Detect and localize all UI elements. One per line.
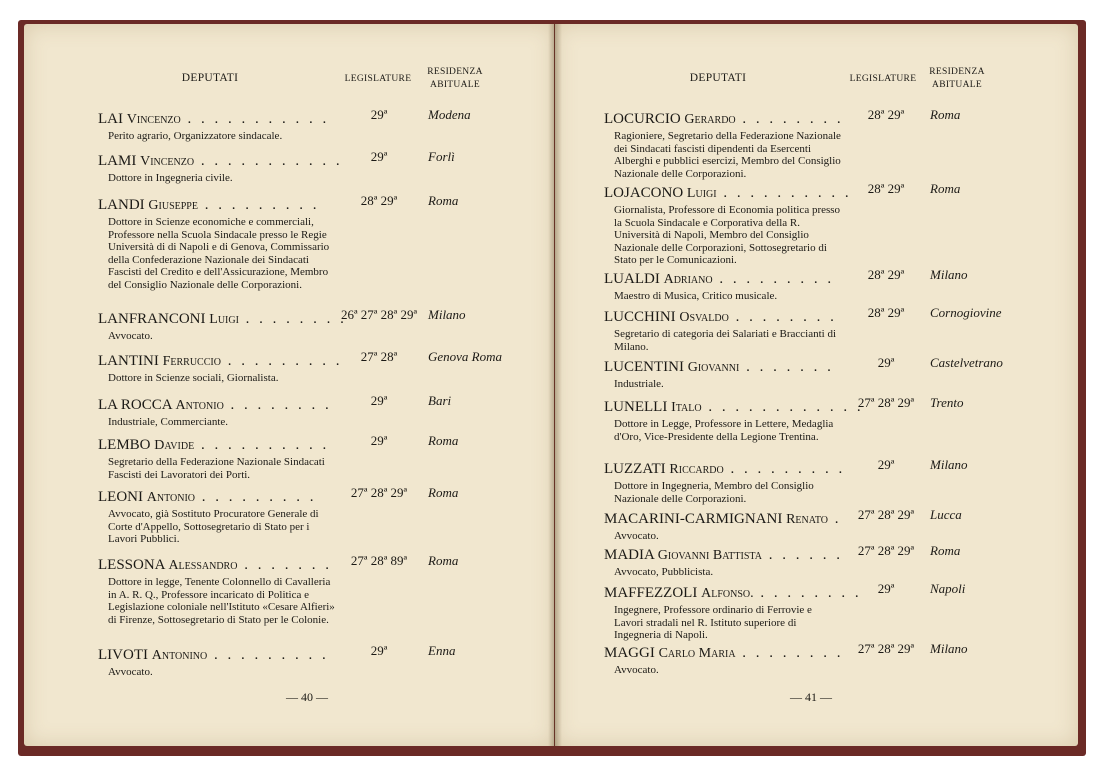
right-page-number: — 41 — (790, 690, 832, 704)
deputy-given-name: Luigi (209, 312, 239, 327)
deputy-name (604, 460, 846, 479)
leader-dots: . . . . . . . . (735, 645, 844, 661)
deputy-entry (604, 546, 846, 579)
deputy-entry (604, 644, 846, 677)
residence-value: Milano (428, 307, 466, 322)
deputy-description: Dottore in Legge, Professore in Lettere, Medaglia d'Oro, Vice-Presidente della Legione Trentina. (614, 418, 834, 443)
deputy-entry (604, 584, 862, 642)
deputy-description: Giornalista, Professore di Economia politica presso la Scuola Sindacale e Corporativa della R. Università di Napoli, Membro del Consiglio Nazionale delle Corporazioni, Sottosegretario di Stato per le Comunicazioni. (614, 204, 841, 267)
residence-value: Milano (930, 641, 968, 656)
residence-value: Enna (428, 643, 456, 658)
deputy-entry (98, 152, 343, 185)
leader-dots: . . . . . . . . . (197, 197, 320, 213)
deputy-description: Industriale, Commerciante. (108, 416, 229, 428)
deputy-name (604, 398, 864, 417)
deputy-entry (98, 556, 338, 626)
leader-dots: . . . . . . . . . (712, 271, 835, 287)
left-header-deputati: DEPUTATI (181, 72, 239, 84)
deputy-name (98, 110, 338, 129)
right-header-legislature: LEGISLATURE (849, 74, 917, 84)
leader-dots: . . . . . . . . . (723, 461, 846, 477)
deputy-surname: LEMBO (98, 437, 151, 453)
legislature-value: 29ª (370, 393, 388, 408)
deputy-entry (98, 488, 338, 546)
deputy-entry (98, 436, 338, 481)
deputy-name (98, 488, 338, 507)
right-header-deputati: DEPUTATI (689, 72, 747, 84)
legislature-value: 29ª (877, 581, 895, 596)
leader-dots: . . . . . . . . . . (716, 185, 852, 201)
deputy-name (98, 646, 338, 665)
deputy-description: Maestro di Musica, Critico musicale. (614, 290, 778, 302)
deputy-description: Segretario di categoria dei Salariati e Braccianti di Milano. (614, 328, 837, 353)
leader-dots: . . . . . . . (237, 557, 332, 573)
legislature-value: 29ª (370, 433, 388, 448)
deputy-surname: MAFFEZZOLI (604, 585, 698, 601)
leader-dots: . . . . . . . . (238, 311, 347, 327)
deputy-name (604, 184, 852, 203)
leader-dots: . . . . . . . . . (220, 353, 343, 369)
leader-dots: . . . . . . . . (223, 397, 332, 413)
deputy-surname: LIVOTI (98, 647, 148, 663)
deputy-given-name: Ferruccio (162, 354, 221, 369)
deputy-entry (604, 510, 846, 543)
deputy-name (604, 644, 846, 663)
legislature-value: 29ª (370, 149, 388, 164)
deputy-description: Avvocato. (614, 664, 659, 676)
deputy-surname: LEONI (98, 489, 143, 505)
left-header-legislature: LEGISLATURE (344, 74, 412, 84)
deputy-name (98, 310, 347, 329)
deputy-description: Perito agrario, Organizzatore sindacale. (108, 130, 283, 142)
legislature-value: 27ª 28ª 29ª (857, 641, 915, 656)
deputy-given-name: Riccardo (669, 462, 724, 477)
deputy-entry (604, 308, 846, 353)
legislature-value: 28ª 29ª (867, 181, 905, 196)
deputy-description: Ragioniere, Segretario della Federazione Nazionale dei Sindacati fascisti dipendenti da Esercenti Alberghi e pubblici esercizi, Membro del Consiglio Nazionale delle Corporazioni. (614, 130, 841, 180)
deputy-given-name: Vincenzo (140, 154, 195, 169)
deputy-surname: LANDI (98, 197, 145, 213)
residence-value: Roma (930, 181, 961, 196)
deputy-given-name: Davide (154, 438, 195, 453)
deputy-surname: LAI (98, 111, 123, 127)
deputy-surname: LUCENTINI (604, 359, 684, 375)
legislature-value: 28ª 29ª (867, 305, 905, 320)
legislature-value: 27ª 28ª (360, 349, 398, 364)
deputy-surname: LA ROCCA (98, 397, 172, 413)
residence-value: Genova Roma (428, 349, 503, 364)
legislature-value: 27ª 28ª 29ª (857, 543, 915, 558)
leader-dots: . . . . . . . . . (195, 489, 317, 505)
leader-dots: . . . . . . . . . (207, 647, 329, 663)
deputy-given-name: Alfonso. (701, 586, 754, 601)
deputy-given-name: Giovanni Battista (657, 548, 762, 563)
legislature-value: 27ª 28ª 29ª (350, 485, 408, 500)
deputy-surname: MACARINI-CARMIGNANI (604, 511, 783, 527)
residence-value: Bari (428, 393, 452, 408)
deputy-description: Avvocato, già Sostituto Procuratore Generale di Corte d'Appello, Sottosegretario di Stato per i Lavori Pubblici. (108, 508, 319, 546)
deputy-given-name: Giuseppe (148, 198, 198, 213)
deputy-given-name: Giovanni (687, 360, 740, 375)
deputy-name (604, 270, 846, 289)
deputy-given-name: Carlo Maria (658, 646, 736, 661)
deputy-surname: LANFRANCONI (98, 311, 206, 327)
deputy-given-name: Vincenzo (126, 112, 181, 127)
deputy-surname: MAGGI (604, 645, 655, 661)
deputy-entry (604, 460, 846, 505)
deputy-name (98, 196, 338, 215)
leader-dots: . . . . . . . . (753, 585, 862, 601)
deputy-description: Avvocato. (108, 330, 153, 342)
leader-dots: . . . . . . . . . . (194, 437, 330, 453)
legislature-value: 29ª (370, 107, 388, 122)
deputy-surname: LOJACONO (604, 185, 684, 201)
deputy-name (604, 358, 846, 377)
deputy-description: Industriale. (614, 378, 664, 390)
deputy-entry (604, 110, 846, 180)
legislature-value: 27ª 28ª 29ª (857, 395, 915, 410)
deputy-surname: LAMI (98, 153, 137, 169)
deputy-description: Dottore in Ingegneria civile. (108, 172, 233, 184)
left-page-number: — 40 — (286, 690, 328, 704)
deputy-name (98, 556, 338, 575)
deputy-surname: LOCURCIO (604, 111, 681, 127)
deputy-surname: LUALDI (604, 271, 660, 287)
legislature-value: 27ª 28ª 89ª (350, 553, 408, 568)
deputy-surname: LANTINI (98, 353, 159, 369)
leader-dots: . . . . . . . . . . . (180, 111, 330, 127)
deputy-name (98, 352, 343, 371)
legislature-value: 28ª 29ª (867, 267, 905, 282)
deputy-name (604, 510, 846, 529)
residence-value: Roma (930, 543, 961, 558)
deputy-entry (98, 646, 338, 679)
deputy-description: Avvocato, Pubblicista. (614, 566, 714, 578)
deputy-name (604, 584, 862, 603)
deputy-given-name: Osvaldo (679, 310, 729, 325)
leader-dots: . . . . . . . (739, 359, 834, 375)
deputy-given-name: Gerardo (684, 112, 736, 127)
leader-dots: . . . . . . . . . . . (194, 153, 343, 169)
deputy-entry (604, 358, 846, 391)
deputy-description: Dottore in Ingegneria, Membro del Consiglio Nazionale delle Corporazioni. (614, 480, 814, 505)
residence-value: Napoli (930, 581, 966, 596)
leader-dots: . . . . . . . . . . . . (701, 399, 864, 415)
residence-value: Roma (930, 107, 961, 122)
deputy-entry (98, 310, 347, 343)
residence-value: Roma (428, 433, 459, 448)
leader-dots: . . . . . . . . (728, 309, 837, 325)
deputy-name (604, 110, 846, 129)
leader-dots: . . . . . . (761, 547, 843, 563)
deputy-entry (98, 110, 338, 143)
deputy-name (604, 308, 846, 327)
residence-value: Cornogiovine (930, 305, 1002, 320)
residence-value: Lucca (930, 507, 962, 522)
residence-value: Modena (428, 107, 471, 122)
deputy-surname: MADIA (604, 547, 655, 563)
legislature-value: 27ª 28ª 29ª (857, 507, 915, 522)
deputy-description: Avvocato. (108, 666, 153, 678)
residence-value: Milano (930, 457, 968, 472)
residence-value: Trento (930, 395, 964, 410)
legislature-value: 28ª 29ª (360, 193, 398, 208)
deputy-description: Segretario della Federazione Nazionale Sindacati Fascisti dei Lavoratori dei Porti. (108, 456, 325, 481)
leader-dots: . . . . . . . . (735, 111, 844, 127)
deputy-entry (98, 396, 338, 429)
deputy-given-name: Antonio (175, 398, 224, 413)
residence-value: Forlì (428, 149, 455, 164)
legislature-value: 26ª 27ª 28ª 29ª (340, 307, 418, 322)
deputy-description: Dottore in Scienze economiche e commerciali, Professore nella Scuola Sindacale presso le Regie Università di di Napoli e di Genova, Commissario della Confederazione Nazionale dei Sindacati Fascisti del Credito e dell'Assicurazione, Membro del Consiglio Nazionale delle Corporazioni. (108, 216, 330, 291)
deputy-name (98, 436, 338, 455)
left-header-residenza: RESIDENZA ABITUALE (427, 67, 483, 90)
deputy-description: Dottore in Scienze sociali, Giornalista. (108, 372, 279, 384)
deputy-entry (98, 196, 338, 292)
deputy-description: Avvocato. (614, 530, 659, 542)
deputy-given-name: Renato (786, 512, 829, 527)
legislature-value: 28ª 29ª (867, 107, 905, 122)
residence-value: Milano (930, 267, 968, 282)
leader-dots: . (828, 511, 842, 527)
legislature-value: 29ª (370, 643, 388, 658)
residence-value: Roma (428, 553, 459, 568)
deputy-entry (604, 184, 852, 267)
deputy-given-name: Antonio (146, 490, 196, 505)
deputy-given-name: Luigi (686, 186, 717, 201)
deputy-surname: LESSONA (98, 557, 165, 573)
deputy-given-name: Adriano (663, 272, 713, 287)
deputy-entry (98, 352, 343, 385)
deputy-surname: LUZZATI (604, 461, 666, 477)
deputy-entry (604, 270, 846, 303)
residence-value: Roma (428, 485, 459, 500)
deputy-name (98, 152, 343, 171)
residence-value: Castelvetrano (930, 355, 1003, 370)
right-header-residenza: RESIDENZA ABITUALE (929, 67, 985, 90)
deputy-name (98, 396, 338, 415)
legislature-value: 29ª (877, 355, 895, 370)
deputy-entry (604, 398, 864, 443)
deputy-surname: LUCCHINI (604, 309, 676, 325)
deputy-surname: LUNELLI (604, 399, 668, 415)
deputy-description: Dottore in legge, Tenente Colonnello di Cavalleria in A. R. Q., Professore incaricato di Politica e Legislazione coloniale nell'Istituto «Cesare Alfieri» di Firenze, Sottosegretario di Stato per le Colonie. (108, 576, 335, 626)
deputy-given-name: Italo (671, 400, 702, 415)
legislature-value: 29ª (877, 457, 895, 472)
deputy-name (604, 546, 846, 565)
deputy-given-name: Alessandro (168, 558, 238, 573)
residence-value: Roma (428, 193, 459, 208)
deputy-description: Ingegnere, Professore ordinario di Ferrovie e Lavori stradali nel R. Istituto superiore di Ingegneria di Napoli. (614, 604, 812, 642)
deputy-given-name: Antonino (151, 648, 208, 663)
